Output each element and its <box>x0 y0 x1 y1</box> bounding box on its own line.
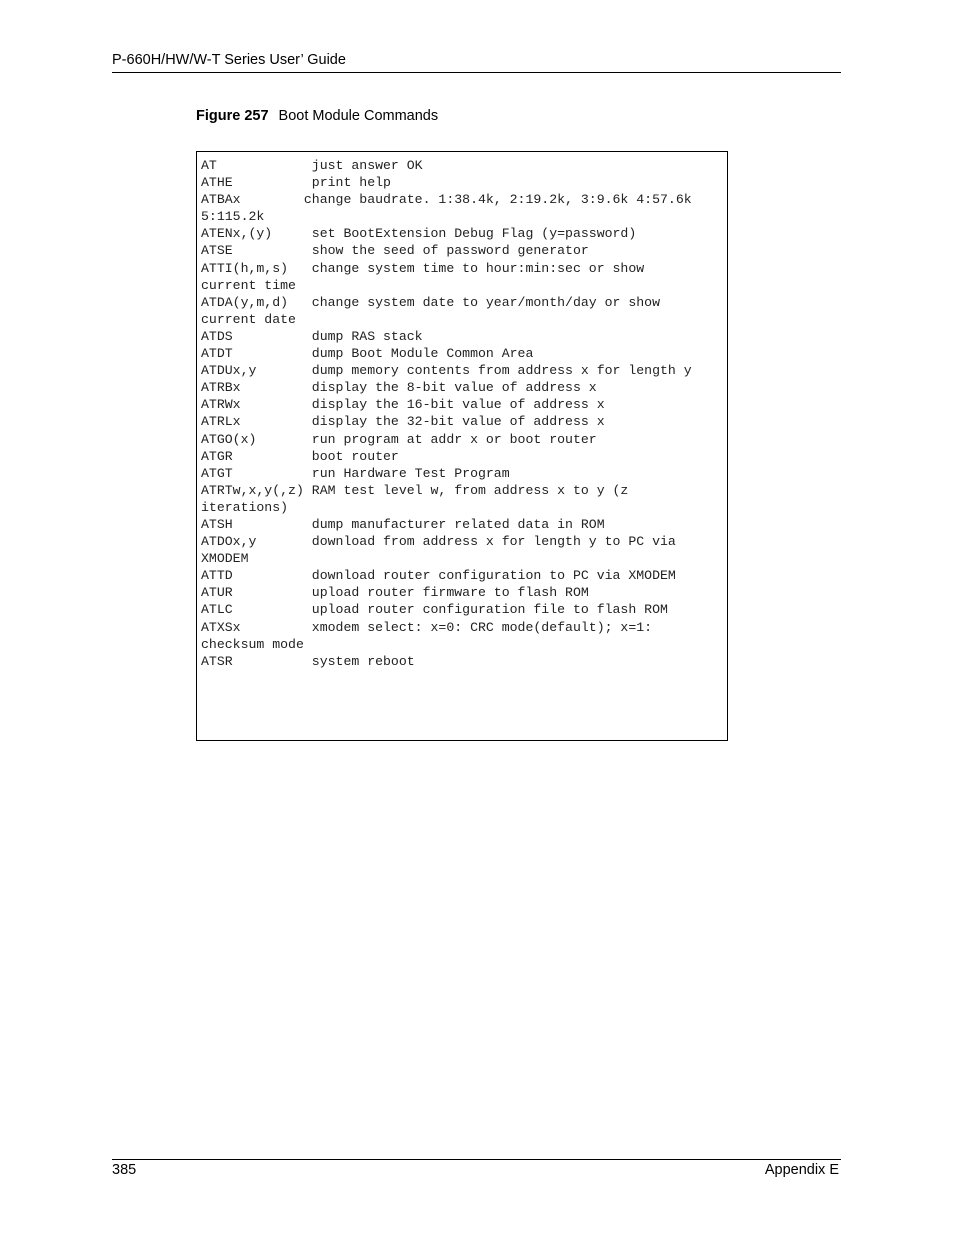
command-line: ATTD download router configuration to PC via XMODEM <box>201 568 676 584</box>
command-line: ATHE print help <box>201 175 391 191</box>
command-line: ATRWx display the 16-bit value of address x <box>201 397 605 413</box>
command-line: iterations) <box>201 499 289 515</box>
command-line: ATXSx xmodem select: x=0: CRC mode(default); x=1: <box>201 619 653 635</box>
command-line: ATRTw,x,y(,z) RAM test level w, from address x to y (z <box>201 482 629 498</box>
command-line: ATGT run Hardware Test Program <box>201 465 510 481</box>
command-line: ATDT dump Boot Module Common Area <box>201 346 534 362</box>
command-line: AT just answer OK <box>201 158 423 173</box>
command-line: ATGR boot router <box>201 448 399 464</box>
command-line: ATENx,(y) set BootExtension Debug Flag (y=password) <box>201 226 637 242</box>
command-line: ATBAx change baudrate. 1:38.4k, 2:19.2k, 3:9.6k 4:57.6k <box>201 192 692 208</box>
command-line: ATDOx,y download from address x for length y to PC via <box>201 534 676 550</box>
header-divider <box>112 72 841 73</box>
command-listing <box>201 157 692 670</box>
command-line: 5:115.2k <box>201 209 265 225</box>
command-line: current date <box>201 311 296 327</box>
command-line: ATTI(h,m,s) change system time to hour:min:sec or show <box>201 260 645 276</box>
command-line: ATDUx,y dump memory contents from address x for length y <box>201 363 692 379</box>
command-line: ATUR upload router firmware to flash ROM <box>201 585 589 601</box>
figure-title: Boot Module Commands <box>278 108 439 124</box>
command-line: ATDA(y,m,d) change system date to year/month/day or show <box>201 294 660 310</box>
command-line: ATGO(x) run program at addr x or boot router <box>201 431 597 447</box>
footer-divider <box>112 1159 841 1160</box>
page-number: 385 <box>112 1162 137 1178</box>
command-line: checksum mode <box>201 636 304 652</box>
command-line: ATSH dump manufacturer related data in ROM <box>201 516 605 532</box>
command-line: ATRBx display the 8-bit value of address x <box>201 380 597 396</box>
figure-number: Figure 257 <box>196 108 269 124</box>
document-header-title: P-660H/HW/W-T Series User’ Guide <box>112 52 346 68</box>
footer-section-name: Appendix E <box>764 1162 839 1178</box>
command-line: current time <box>201 277 296 293</box>
command-line: ATRLx display the 32-bit value of address x <box>201 414 605 430</box>
command-line: ATDS dump RAS stack <box>201 328 423 344</box>
command-listing-box <box>196 151 728 741</box>
command-line: ATSR system reboot <box>201 653 415 669</box>
command-line: XMODEM <box>201 551 249 567</box>
command-line: ATLC upload router configuration file to flash ROM <box>201 602 668 618</box>
command-line: ATSE show the seed of password generator <box>201 243 589 259</box>
figure-caption <box>196 108 438 124</box>
